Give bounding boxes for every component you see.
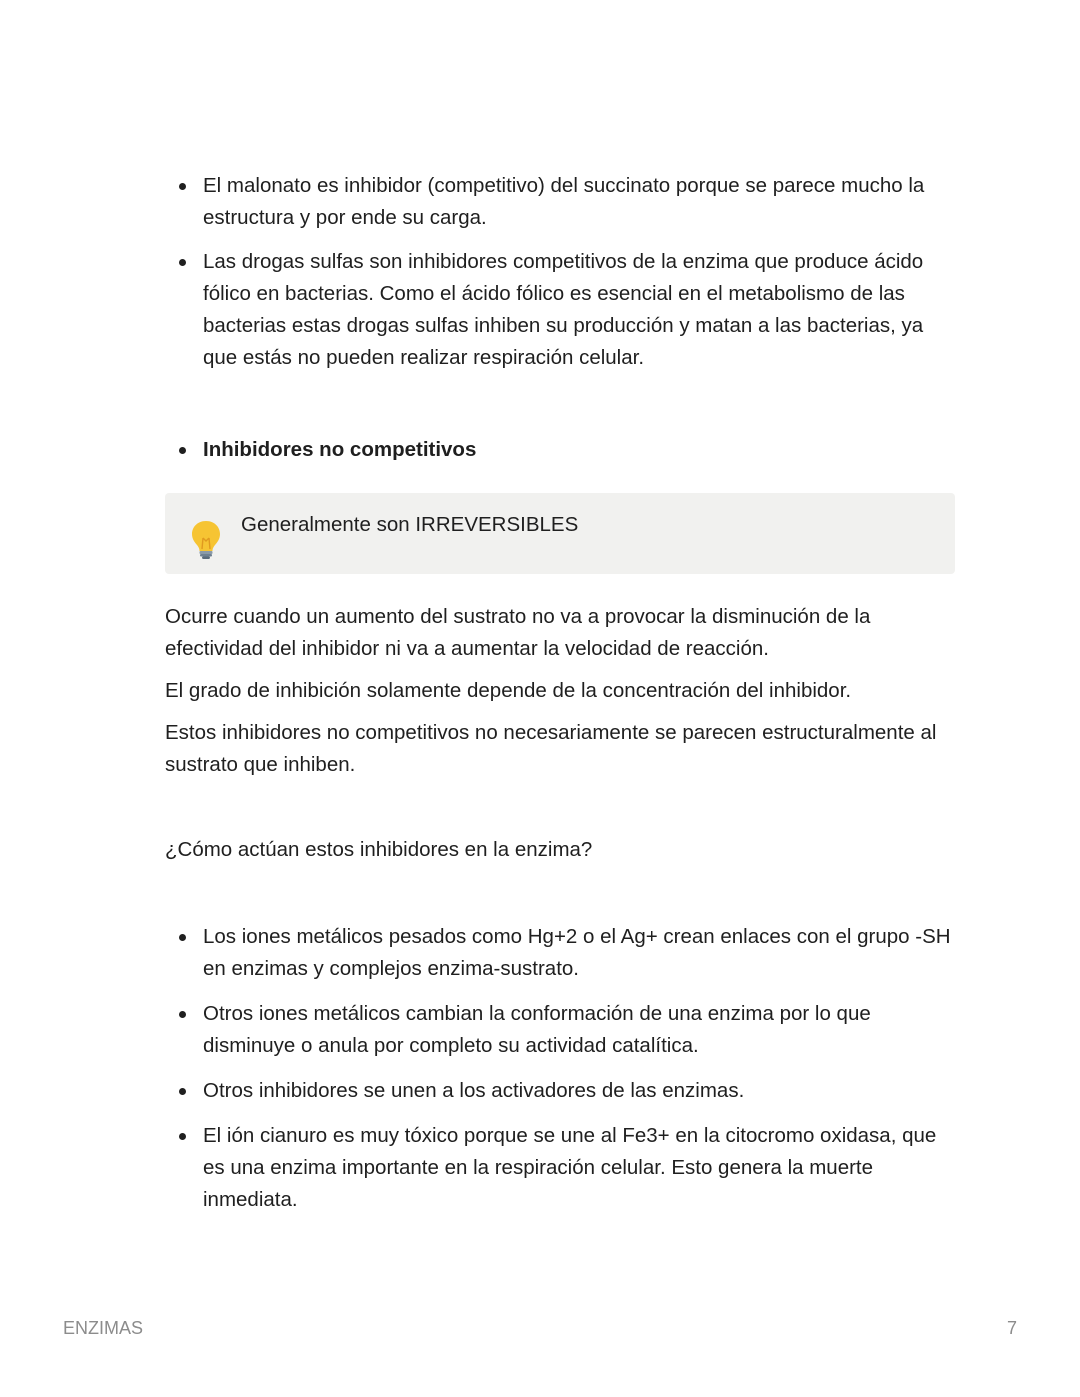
- section-heading: Inhibidores no competitivos: [165, 434, 955, 466]
- bullet-list-mechanisms: [165, 921, 955, 1216]
- list-item: El ión cianuro es muy tóxico porque se une al Fe3+ en la citocromo oxidasa, que es una enzima importante en la respiración celular. Esto genera la muerte inmediata.: [165, 1120, 955, 1216]
- paragraph: El grado de inhibición solamente depende de la concentración del inhibidor.: [165, 679, 852, 702]
- callout-box: [165, 493, 955, 574]
- list-item: El malonato es inhibidor (competitivo) del succinato porque se parece mucho la estructura y por ende su carga.: [165, 170, 955, 234]
- list-item: Otros inhibidores se unen a los activadores de las enzimas.: [165, 1075, 955, 1107]
- paragraph: Ocurre cuando un aumento del sustrato no va a provocar la disminución de la efectividad del inhibidor ni va a aumentar la velocidad de reacción.: [165, 605, 871, 660]
- page-content: [165, 170, 955, 1216]
- callout-text: Generalmente son IRREVERSIBLES: [241, 513, 579, 536]
- lightbulb-icon: [187, 518, 225, 560]
- paragraph: Estos inhibidores no competitivos no necesariamente se parecen estructuralmente al sustrato que inhiben.: [165, 721, 937, 776]
- list-item: Los iones metálicos pesados como Hg+2 o el Ag+ crean enlaces con el grupo -SH en enzimas y complejos enzima-sustrato.: [165, 921, 955, 985]
- page-number: 7: [1006, 1318, 1017, 1338]
- list-item: Otros iones metálicos cambian la conformación de una enzima por lo que disminuye o anula por completo su actividad catalítica.: [165, 998, 955, 1062]
- section-heading-list: [165, 434, 955, 466]
- list-item: Las drogas sulfas son inhibidores competitivos de la enzima que produce ácido fólico en bacterias. Como el ácido fólico es esencial en el metabolismo de las bacterias estas drogas sulfas inhiben su producción y matan a las bacterias, ya que estás no pueden realizar respiración celular.: [165, 246, 955, 374]
- question-text: ¿Cómo actúan estos inhibidores en la enzima?: [165, 838, 593, 861]
- footer-title: ENZIMAS: [63, 1318, 144, 1338]
- bullet-list-competitive-examples: [165, 170, 955, 374]
